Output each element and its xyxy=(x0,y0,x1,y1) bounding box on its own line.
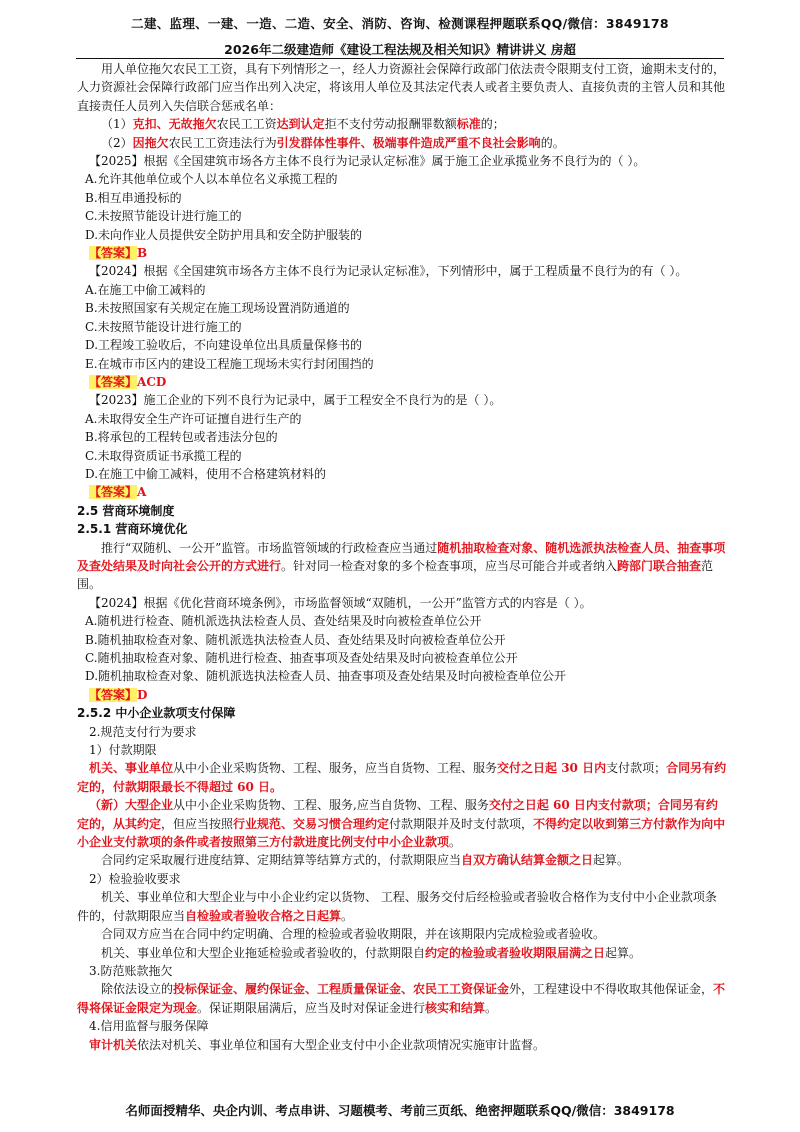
section-paragraph xyxy=(77,944,727,962)
answer-line xyxy=(77,686,727,704)
section-paragraph xyxy=(77,1036,727,1054)
highlight-text: 行业规范、交易习惯合理约定 xyxy=(233,816,390,831)
section-paragraph xyxy=(77,888,727,925)
question-option: C.未按照节能设计进行施工的 xyxy=(85,319,242,334)
item-marker: （2） xyxy=(101,135,133,150)
highlight-text: 机关、事业单位 xyxy=(89,761,174,776)
section-paragraph xyxy=(77,851,727,869)
answer-line xyxy=(77,373,727,391)
body-text: 农民工工资 xyxy=(216,117,277,132)
body-text: 。保证期限届满后，应当及时对保证金进行 xyxy=(197,1000,426,1015)
section-paragraph xyxy=(77,980,727,1017)
question-option: C.随机抽取检查对象、随机进行检查、抽查事项及查处结果及时向被检查单位公开 xyxy=(85,651,518,665)
body-text: 的。 xyxy=(540,135,565,150)
question-option: B.相互串通投标的 xyxy=(85,190,182,205)
highlight-text: 合同另有约定的，付款期限最长不得超过 60 日。 xyxy=(77,761,727,794)
answer-label: 【答案】 xyxy=(89,687,138,702)
question-option: D.在施工中偷工减料，使用不合格建筑材料的 xyxy=(85,466,327,481)
question-option: A.在施工中偷工减料的 xyxy=(85,282,206,297)
intro-item-1 xyxy=(77,115,727,133)
numbered-heading: 2）检验验收要求 xyxy=(89,871,181,886)
question-option: C.未取得资质证书承揽工程的 xyxy=(85,448,242,463)
body-text: 推行“双随机、一公开”监管。市场监管领域的行政检查应当通过 xyxy=(101,540,438,555)
footer-contact-line: 名师面授精华、央企内训、考点串讲、习题模考、考前三页纸、绝密押题联系QQ/微信：3849178 xyxy=(125,1103,675,1118)
body-text: 机关、事业单位和大型企业拖延检验或者验收的，付款期限自 xyxy=(101,945,426,960)
body-text: 。针对同一检查对象的多个检查事项，应当尽可能合并或者纳入 xyxy=(281,558,618,573)
highlight-text: （新）大型企业 xyxy=(89,798,174,813)
highlight-text: 引发群体性事件、极端事件造成严重不良社会影响 xyxy=(276,135,541,150)
body-text: 拒不支付劳动报酬罪数额 xyxy=(324,117,457,132)
question-option: C.未按照节能设计进行施工的 xyxy=(85,209,242,224)
answer-value: ACD xyxy=(137,374,167,389)
highlight-text: 不得约定以收到第三方付款作为向中小企业支付款项的条件或者按照第三方付款进度比例支付中小企业款项 xyxy=(77,816,726,850)
section-paragraph: 合同双方应当在合同中约定明确、合理的检验或者验收期限，并在该期限内完成检验或者验收。 xyxy=(101,927,606,942)
numbered-heading: 3.防范账款拖欠 xyxy=(89,963,173,978)
body-text: 从中小企业采购货物、工程、服务，应当自货物、工程、服务 xyxy=(173,761,498,776)
answer-line xyxy=(77,483,727,501)
highlight-text: 交付之日起 60 日内支付款项；合同另有约定的，从其约定 xyxy=(77,798,718,831)
body-text: 农民工工资违法行为 xyxy=(168,135,277,150)
highlight-text: 核实和结算 xyxy=(425,1000,486,1015)
section-paragraph xyxy=(77,759,727,796)
section-paragraph xyxy=(77,796,727,851)
highlight-text: 自双方确认结算金额之日 xyxy=(461,853,594,868)
highlight-text: 交付之日起 30 日内 xyxy=(497,761,607,776)
body-text: 合同约定采取履行进度结算、定期结算等结算方式的，付款期限应当 xyxy=(101,853,462,868)
body-text: 。 xyxy=(449,835,462,850)
numbered-heading: 4.信用监督与服务保障 xyxy=(89,1019,209,1034)
highlight-text: 自检验或者验收合格之日起算 xyxy=(185,908,342,923)
highlight-text: 因拖欠 xyxy=(132,135,169,150)
question-option: D.工程竣工验收后，不向建设单位出具质量保修书的 xyxy=(85,338,363,353)
numbered-heading: 1）付款期限 xyxy=(89,743,157,758)
answer-value: B xyxy=(137,246,148,261)
body-text: 。 xyxy=(485,1000,498,1015)
question-stem: 【2025】根据《全国建筑市场各方主体不良行为记录认定标准》属于施工企业承揽业务不良行为的（ ）。 xyxy=(89,154,646,169)
section-heading: 2.5 营商环境制度 xyxy=(77,503,175,518)
question-option: A.随机进行检查、随机派选执法检查人员、查处结果及时向被检查单位公开 xyxy=(85,614,482,629)
body-text: 从中小企业采购货物、工程、服务,应当自货物、工程、服务 xyxy=(173,798,489,813)
question-stem: 【2024】根据《全国建筑市场各方主体不良行为记录认定标准》，下列情形中，属于工程质量不良行为的有（ ）。 xyxy=(89,264,688,279)
highlight-text: 投标保证金、履约保证金、工程质量保证金、农民工工资保证金 xyxy=(173,982,510,997)
answer-value: A xyxy=(137,485,147,500)
highlight-text: 跨部门联合抽查 xyxy=(617,558,702,573)
document-body xyxy=(77,60,727,1054)
answer-value: D xyxy=(137,687,148,702)
question-option: B.随机抽取检查对象、随机派选执法检查人员、查处结果及时向被检查单位公开 xyxy=(85,632,506,647)
item-marker: （1） xyxy=(101,117,133,132)
question-option: E.在城市市区内的建设工程施工现场未实行封闭围挡的 xyxy=(85,356,374,371)
header-contact-line: 二建、监理、一建、一造、二造、安全、消防、咨询、检测课程押题联系QQ/微信：3849178 xyxy=(131,16,669,31)
body-text: 机关、事业单位和大型企业与中小企业约定以货物、 工程、服务交付后经检验或者验收合格作为支付中小企业款项条件的，付款期限应当 xyxy=(77,890,717,923)
highlight-text: 审计机关 xyxy=(89,1037,138,1052)
question-option: D.未向作业人员提供安全防护用具和安全防护服装的 xyxy=(85,227,363,242)
highlight-text: 随机抽取检查对象、随机选派执法检查人员、抽查事项及查处结果及时向社会公开的方式进行 xyxy=(77,540,726,573)
section-paragraph xyxy=(77,539,727,594)
body-text: 支付款项； xyxy=(606,761,667,776)
body-text: 起算。 xyxy=(593,853,630,868)
body-text: ，但应当按照 xyxy=(161,816,234,831)
page-title: 2026年二级建造师《建设工程法规及相关知识》精讲讲义 房超 xyxy=(224,42,576,57)
highlight-text: 标准 xyxy=(456,117,481,132)
question-option: B.未按照国家有关规定在施工现场设置消防通道的 xyxy=(85,301,350,316)
question-stem: 【2023】施工企业的下列不良行为记录中，属于工程安全不良行为的是（ ）。 xyxy=(89,393,502,408)
numbered-heading: 2.规范支付行为要求 xyxy=(89,724,197,739)
body-text: 范围。 xyxy=(77,558,714,592)
answer-line xyxy=(77,244,727,262)
header-divider xyxy=(76,58,724,59)
question-stem: 【2024】根据《优化营商环境条例》，市场监督领域“双随机，一公开”监管方式的内容是（ ）。 xyxy=(89,595,592,610)
body-text: 起算。 xyxy=(605,945,642,960)
body-text: 除依法设立的 xyxy=(101,982,174,997)
body-text: 付款期限并及时支付款项， xyxy=(389,816,534,831)
highlight-text: 达到认定 xyxy=(276,117,325,132)
intro-item-2 xyxy=(77,134,727,152)
highlight-text: 克扣、无故拖欠 xyxy=(132,117,217,132)
answer-label: 【答案】 xyxy=(89,374,138,389)
highlight-text: 不得将保证金限定为现金 xyxy=(77,982,726,1015)
body-text: 。 xyxy=(341,908,354,923)
subsection-heading: 2.5.2 中小企业款项支付保障 xyxy=(77,706,236,721)
answer-label: 【答案】 xyxy=(89,485,138,500)
question-option: A.未取得安全生产许可证擅自进行生产的 xyxy=(85,411,302,426)
body-text: 外，工程建设中不得收取其他保证金， xyxy=(509,982,714,997)
question-option: A.允许其他单位或个人以本单位名义承揽工程的 xyxy=(85,172,338,187)
subsection-heading: 2.5.1 营商环境优化 xyxy=(77,522,188,537)
question-option: D.随机抽取检查对象、随机派选执法检查人员、抽查事项及查处结果及时向被检查单位公开 xyxy=(85,669,567,684)
question-option: B.将承包的工程转包或者违法分包的 xyxy=(85,430,278,445)
body-text: 的； xyxy=(480,117,505,132)
answer-label: 【答案】 xyxy=(89,246,138,261)
body-text: 依法对机关、事业单位和国有大型企业支付中小企业款项情况实施审计监督。 xyxy=(137,1037,546,1052)
intro-paragraph: 用人单位拖欠农民工工资，具有下列情形之一，经人力资源社会保障行政部门依法责令限期支付工资，逾期未支付的，人力资源社会保障行政部门应当作出列入决定，将该用人单位及其法定代表人或者主要负责人、直接负责的主管人员和其他直接责任人员列入失信联合惩戒名单： xyxy=(77,62,726,113)
highlight-text: 约定的检验或者验收期限届满之日 xyxy=(425,945,606,960)
